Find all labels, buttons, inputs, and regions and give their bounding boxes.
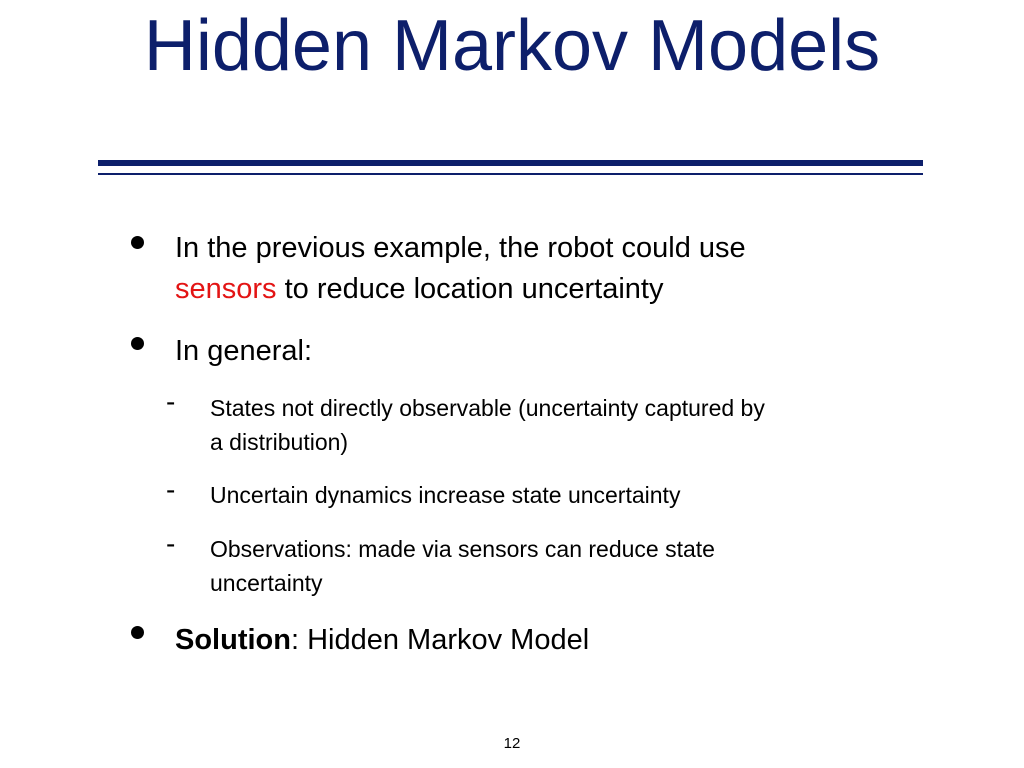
- sub-bullet-line: Uncertain dynamics increase state uncertainty: [210, 482, 681, 508]
- sub-bullet-line: uncertainty: [210, 570, 323, 596]
- solution-text: : Hidden Markov Model: [290, 624, 590, 656]
- bullet-dot: [131, 337, 144, 350]
- sub-bullet-line: States not directly observable (uncertainty captured by: [210, 395, 765, 421]
- sub-bullet-text: [210, 391, 930, 459]
- slide-title: Hidden Markov Models: [143, 6, 881, 86]
- bullet-text: [175, 620, 875, 661]
- sub-bullet-text: [210, 478, 930, 512]
- title-underline-thin: [98, 173, 923, 175]
- bullet-line-rest: to reduce location uncertainty: [276, 273, 664, 305]
- sub-bullet-text: [210, 532, 930, 600]
- sub-bullet-dash: -: [166, 528, 176, 559]
- sub-bullet-line: Observations: made via sensors can reduce state: [210, 536, 715, 562]
- highlighted-term: sensors: [175, 273, 277, 305]
- title-underline-thick: [98, 160, 923, 166]
- bullet-line: [175, 269, 875, 310]
- bullet-dot: [131, 236, 144, 249]
- bullet-line: In the previous example, the robot could use: [175, 232, 746, 264]
- bullet-dot: [131, 626, 144, 639]
- bullet-text: [175, 228, 875, 310]
- page-number: 12: [503, 735, 521, 752]
- sub-bullet-dash: -: [166, 386, 176, 417]
- bullet-text: In general:: [175, 335, 313, 367]
- sub-bullet-dash: -: [166, 474, 176, 505]
- sub-bullet-line: a distribution): [210, 429, 349, 455]
- solution-label: Solution: [175, 624, 291, 656]
